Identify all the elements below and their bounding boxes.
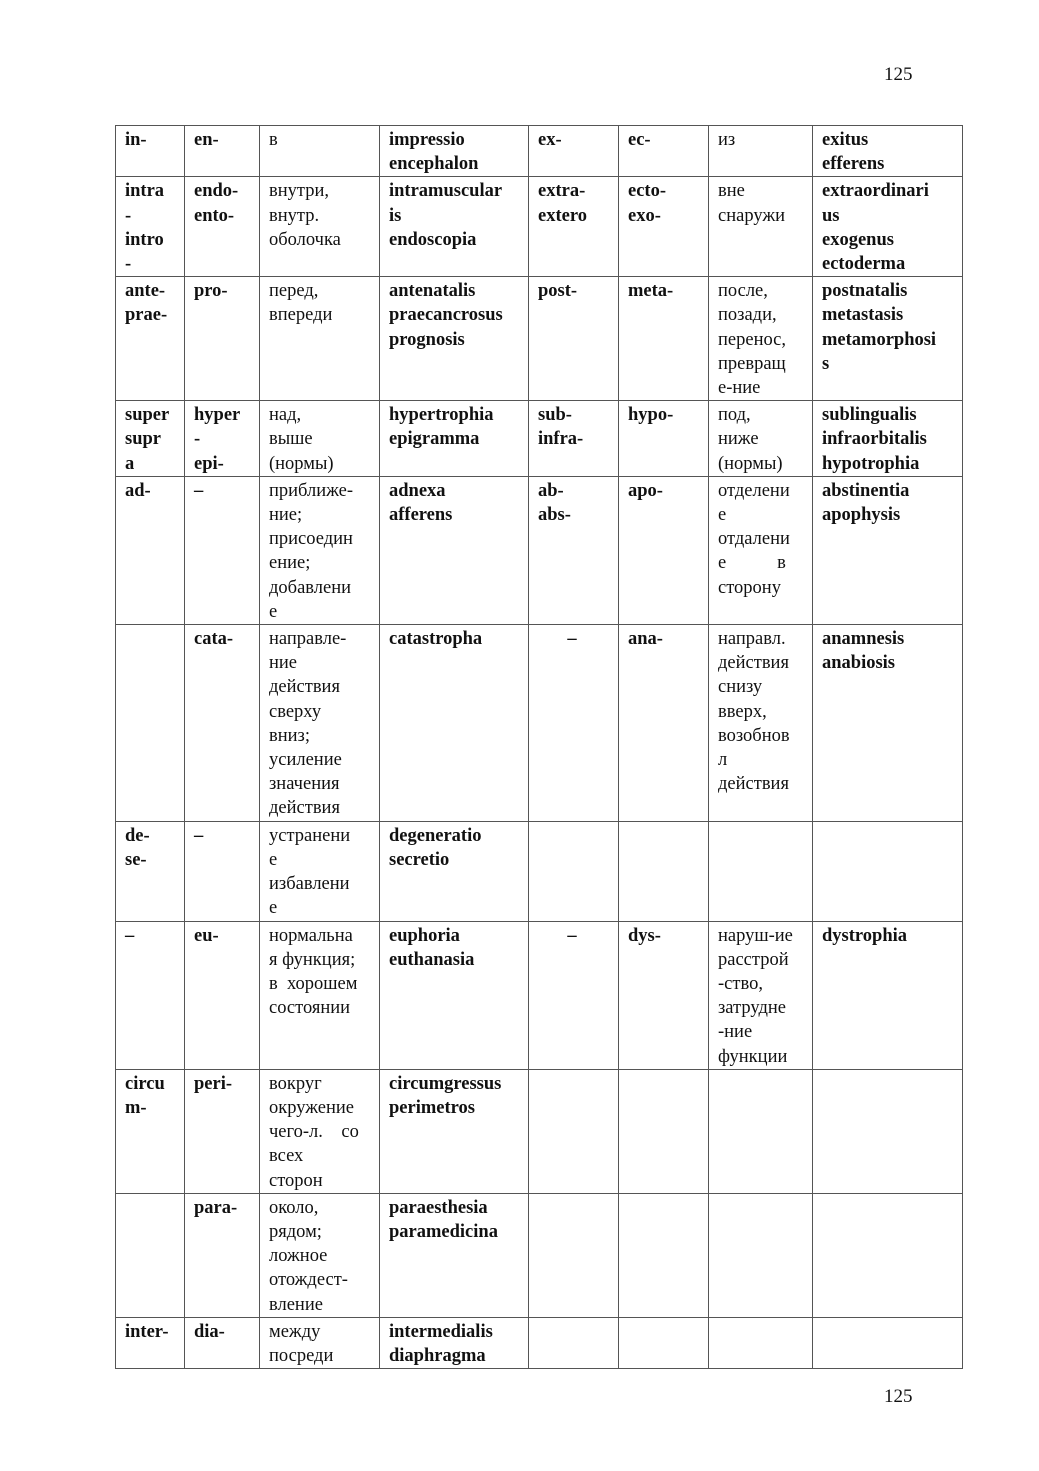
cell-line: ento-: [194, 205, 235, 226]
example-cell: [380, 401, 529, 477]
cell-line: внутр.: [269, 205, 320, 226]
cell-line: meta-: [628, 281, 674, 302]
cell-line: ние: [269, 653, 298, 674]
cell-line: euphoria: [389, 925, 460, 946]
cell-line: перенос,: [718, 329, 787, 350]
meaning-cell: [260, 1069, 380, 1193]
latin-prefix-cell: [116, 476, 185, 624]
cell-line: s: [822, 353, 830, 374]
cell-line: extraordinari: [822, 181, 929, 202]
cell-line: действия: [718, 653, 789, 674]
latin-prefix-cell: [116, 821, 185, 921]
latin-opposite-prefix-cell: [529, 821, 619, 921]
cell-line: ниже: [718, 429, 759, 450]
cell-line: afferens: [389, 505, 453, 526]
cell-line: вниз;: [269, 725, 310, 746]
cell-line: -: [194, 429, 201, 450]
table-row: [116, 1317, 963, 1368]
cell-line: е: [269, 849, 278, 870]
example-cell: [380, 277, 529, 401]
meaning-cell: [260, 277, 380, 401]
cell-line: abstinentia: [822, 480, 910, 501]
cell-line: позади,: [718, 305, 777, 326]
greek-opposite-prefix-cell: [619, 476, 709, 624]
opposite-example-cell: [813, 177, 963, 277]
cell-line: in-: [125, 130, 147, 150]
cell-line: de-: [125, 825, 150, 846]
opposite-example-cell: [813, 277, 963, 401]
latin-prefix-cell: [116, 177, 185, 277]
cell-line: dia-: [194, 1321, 225, 1342]
cell-line: состоянии: [269, 998, 351, 1019]
cell-line: действия: [269, 677, 340, 698]
cell-line: ex-: [538, 130, 562, 150]
cell-line: направл.: [718, 629, 786, 650]
opposite-example-cell: [813, 401, 963, 477]
cell-line: -ство,: [718, 973, 763, 994]
example-cell: [380, 1069, 529, 1193]
opposite-example-cell: [813, 821, 963, 921]
latin-prefix-cell: [116, 401, 185, 477]
page-number-bottom: 125: [884, 1386, 913, 1407]
cell-line: hyper: [194, 405, 241, 426]
example-cell: [380, 126, 529, 177]
table-row: [116, 921, 963, 1069]
cell-line: около,: [269, 1197, 319, 1218]
cell-line: в хорошем: [269, 973, 358, 994]
meaning-cell: [260, 921, 380, 1069]
cell-line: diaphragma: [389, 1345, 486, 1366]
table-row: [116, 401, 963, 477]
cell-line: снизу: [718, 677, 763, 698]
opposite-example-cell: [813, 1069, 963, 1193]
greek-prefix-cell: [185, 401, 260, 477]
cell-line: post-: [538, 281, 578, 302]
table-row: [116, 177, 963, 277]
cell-line: отделени: [718, 480, 790, 501]
cell-line: добавлени: [269, 577, 352, 598]
cell-line: затрудне: [718, 998, 786, 1019]
cell-line: anamnesis: [822, 629, 905, 650]
cell-line: metamorphosi: [822, 329, 937, 350]
cell-line: ana-: [628, 629, 663, 650]
cell-line: над,: [269, 405, 302, 426]
cell-line: super: [125, 405, 170, 426]
greek-prefix-cell: [185, 921, 260, 1069]
cell-line: endoscopia: [389, 229, 477, 250]
cell-line: е-ние: [718, 378, 761, 399]
cell-line: extra-: [538, 181, 586, 202]
greek-opposite-prefix-cell: [619, 277, 709, 401]
opposite-meaning-cell: [709, 1069, 813, 1193]
cell-line: degeneratio: [389, 825, 482, 846]
cell-line: ecto-: [628, 181, 666, 202]
cell-line: exogenus: [822, 229, 894, 250]
cell-line: us: [822, 205, 840, 226]
cell-line: действия: [718, 774, 789, 795]
cell-line: impressio: [389, 130, 465, 150]
cell-line: наруш-ие: [718, 925, 793, 946]
cell-line: infra-: [538, 429, 584, 450]
greek-opposite-prefix-cell: [619, 921, 709, 1069]
opposite-meaning-cell: [709, 177, 813, 277]
cell-line: –: [567, 629, 577, 650]
greek-prefix-cell: [185, 177, 260, 277]
cell-line: efferens: [822, 154, 885, 175]
cell-line: apo-: [628, 480, 663, 501]
cell-line: catastropha: [389, 629, 483, 650]
latin-opposite-prefix-cell: [529, 476, 619, 624]
cell-line: extero: [538, 205, 587, 226]
cell-line: значения: [269, 774, 340, 795]
opposite-example-cell: [813, 921, 963, 1069]
opposite-meaning-cell: [709, 277, 813, 401]
meaning-cell: [260, 821, 380, 921]
meaning-cell: [260, 1193, 380, 1317]
cell-line: -ние: [718, 1022, 753, 1043]
cell-line: впереди: [269, 305, 333, 326]
cell-line: ec-: [628, 130, 651, 150]
cell-line: сверху: [269, 701, 322, 722]
meaning-cell: [260, 177, 380, 277]
cell-line: присоедин: [269, 529, 353, 550]
cell-line: ante-: [125, 281, 166, 302]
cell-line: postnatalis: [822, 281, 908, 302]
cell-line: отдалени: [718, 529, 790, 550]
cell-line: epigramma: [389, 429, 480, 450]
cell-line: я функция;: [269, 949, 356, 970]
cell-line: hypotrophia: [822, 453, 920, 474]
opposite-meaning-cell: [709, 821, 813, 921]
opposite-meaning-cell: [709, 126, 813, 177]
cell-line: вверх,: [718, 701, 767, 722]
cell-line: –: [567, 925, 577, 946]
cell-line: encephalon: [389, 154, 479, 175]
latin-opposite-prefix-cell: [529, 126, 619, 177]
latin-opposite-prefix-cell: [529, 401, 619, 477]
cell-line: сторону: [718, 577, 781, 598]
cell-line: adnexa: [389, 480, 446, 501]
greek-prefix-cell: [185, 1193, 260, 1317]
cell-line: pro-: [194, 281, 228, 302]
cell-line: para-: [194, 1197, 238, 1218]
cell-line: m-: [125, 1097, 147, 1118]
greek-opposite-prefix-cell: [619, 401, 709, 477]
meaning-cell: [260, 625, 380, 822]
cell-line: л: [718, 750, 728, 771]
latin-opposite-prefix-cell: [529, 277, 619, 401]
greek-prefix-cell: [185, 476, 260, 624]
cell-line: ad-: [125, 480, 151, 501]
example-cell: [380, 1317, 529, 1368]
table-row: [116, 821, 963, 921]
cell-line: a: [125, 453, 135, 474]
latin-opposite-prefix-cell: [529, 921, 619, 1069]
cell-line: exitus: [822, 130, 869, 150]
example-cell: [380, 1193, 529, 1317]
latin-prefix-cell: [116, 1069, 185, 1193]
cell-line: en-: [194, 130, 219, 150]
latin-opposite-prefix-cell: [529, 177, 619, 277]
cell-line: infraorbitalis: [822, 429, 927, 450]
greek-opposite-prefix-cell: [619, 1193, 709, 1317]
latin-prefix-cell: [116, 277, 185, 401]
cell-line: prognosis: [389, 329, 465, 350]
cell-line: metastasis: [822, 305, 904, 326]
cell-line: между: [269, 1321, 321, 1342]
cell-line: приближе-: [269, 480, 354, 501]
cell-line: apophysis: [822, 505, 901, 526]
cell-line: peri-: [194, 1073, 233, 1094]
cell-line: (нормы): [718, 453, 783, 474]
cell-line: превращ: [718, 353, 786, 374]
cell-line: endo-: [194, 181, 239, 202]
cell-line: eu-: [194, 925, 219, 946]
cell-line: отождест-: [269, 1270, 348, 1291]
greek-opposite-prefix-cell: [619, 821, 709, 921]
greek-prefix-cell: [185, 625, 260, 822]
latin-opposite-prefix-cell: [529, 1069, 619, 1193]
latin-opposite-prefix-cell: [529, 625, 619, 822]
cell-line: dystrophia: [822, 925, 907, 946]
greek-opposite-prefix-cell: [619, 126, 709, 177]
cell-line: intra: [125, 181, 165, 202]
cell-line: внутри,: [269, 181, 329, 202]
opposite-meaning-cell: [709, 1193, 813, 1317]
cell-line: окружение: [269, 1097, 355, 1118]
cell-line: снаружи: [718, 205, 786, 226]
opposite-meaning-cell: [709, 401, 813, 477]
cell-line: оболочка: [269, 229, 341, 250]
cell-line: sublingualis: [822, 405, 917, 426]
cell-line: se-: [125, 849, 147, 870]
cell-line: рядом;: [269, 1221, 322, 1242]
cell-line: выше: [269, 429, 313, 450]
opposite-example-cell: [813, 1193, 963, 1317]
prefix-table: [115, 125, 963, 1369]
latin-opposite-prefix-cell: [529, 1317, 619, 1368]
greek-opposite-prefix-cell: [619, 1069, 709, 1193]
opposite-meaning-cell: [709, 625, 813, 822]
latin-prefix-cell: [116, 625, 185, 822]
cell-line: paraesthesia: [389, 1197, 488, 1218]
cell-line: сторон: [269, 1170, 323, 1191]
cell-line: hypo-: [628, 405, 674, 426]
cell-line: intermedialis: [389, 1321, 493, 1342]
cell-line: epi-: [194, 453, 224, 474]
meaning-cell: [260, 401, 380, 477]
table-row: [116, 1193, 963, 1317]
opposite-example-cell: [813, 1317, 963, 1368]
greek-prefix-cell: [185, 1317, 260, 1368]
meaning-cell: [260, 476, 380, 624]
greek-opposite-prefix-cell: [619, 1317, 709, 1368]
cell-line: secretio: [389, 849, 450, 870]
opposite-meaning-cell: [709, 1317, 813, 1368]
cell-line: из: [718, 130, 736, 150]
cell-line: -: [125, 205, 132, 226]
greek-prefix-cell: [185, 126, 260, 177]
cell-line: dys-: [628, 925, 661, 946]
cell-line: вокруг: [269, 1073, 322, 1094]
cell-line: exo-: [628, 205, 661, 226]
cell-line: anabiosis: [822, 653, 896, 674]
cell-line: intro: [125, 229, 164, 250]
opposite-meaning-cell: [709, 476, 813, 624]
latin-prefix-cell: [116, 921, 185, 1069]
cell-line: после,: [718, 281, 768, 302]
greek-opposite-prefix-cell: [619, 177, 709, 277]
page-number-top: 125: [884, 64, 913, 85]
cell-line: euthanasia: [389, 949, 475, 970]
cell-line: ab-: [538, 480, 564, 501]
cell-line: нормальна: [269, 925, 353, 946]
meaning-cell: [260, 126, 380, 177]
cell-line: antenatalis: [389, 281, 476, 302]
cell-line: функции: [718, 1046, 788, 1067]
cell-line: возобнов: [718, 725, 790, 746]
latin-prefix-cell: [116, 126, 185, 177]
cell-line: perimetros: [389, 1097, 475, 1118]
cell-line: circu: [125, 1073, 165, 1094]
cell-line: перед,: [269, 281, 319, 302]
greek-prefix-cell: [185, 821, 260, 921]
cell-line: под,: [718, 405, 751, 426]
cell-line: -: [125, 254, 132, 275]
latin-opposite-prefix-cell: [529, 1193, 619, 1317]
opposite-example-cell: [813, 126, 963, 177]
opposite-example-cell: [813, 625, 963, 822]
cell-line: расстрой: [718, 949, 789, 970]
cell-line: е: [269, 898, 278, 919]
table-row: [116, 476, 963, 624]
cell-line: circumgressus: [389, 1073, 502, 1094]
cell-line: вне: [718, 181, 745, 202]
cell-line: направле-: [269, 629, 347, 650]
cell-line: –: [125, 925, 135, 946]
cell-line: –: [194, 825, 204, 846]
meaning-cell: [260, 1317, 380, 1368]
latin-prefix-cell: [116, 1317, 185, 1368]
cell-line: praecancrosus: [389, 305, 503, 326]
cell-line: prae-: [125, 305, 168, 326]
cell-line: ение;: [269, 553, 311, 574]
example-cell: [380, 476, 529, 624]
cell-line: abs-: [538, 505, 571, 526]
greek-prefix-cell: [185, 277, 260, 401]
cell-line: всех: [269, 1146, 304, 1167]
cell-line: cata-: [194, 629, 234, 650]
cell-line: е: [269, 601, 278, 622]
opposite-example-cell: [813, 476, 963, 624]
cell-line: is: [389, 205, 402, 226]
cell-line: ние;: [269, 505, 303, 526]
cell-line: усиление: [269, 750, 342, 771]
cell-line: в: [269, 130, 278, 150]
cell-line: вление: [269, 1294, 323, 1315]
opposite-meaning-cell: [709, 921, 813, 1069]
table-row: [116, 126, 963, 177]
cell-line: (нормы): [269, 453, 334, 474]
cell-line: ложное: [269, 1246, 328, 1267]
example-cell: [380, 177, 529, 277]
cell-line: inter-: [125, 1321, 169, 1342]
cell-line: действия: [269, 798, 340, 819]
table-row: [116, 277, 963, 401]
table-body: [116, 126, 963, 1369]
cell-line: supr: [125, 429, 161, 450]
cell-line: чего-л. со: [269, 1122, 359, 1143]
table-row: [116, 1069, 963, 1193]
greek-prefix-cell: [185, 1069, 260, 1193]
cell-line: sub-: [538, 405, 572, 426]
latin-prefix-cell: [116, 1193, 185, 1317]
cell-line: устранени: [269, 825, 351, 846]
example-cell: [380, 921, 529, 1069]
greek-opposite-prefix-cell: [619, 625, 709, 822]
cell-line: посреди: [269, 1345, 334, 1366]
cell-line: е в: [718, 553, 786, 574]
table-row: [116, 625, 963, 822]
cell-line: е: [718, 505, 727, 526]
example-cell: [380, 625, 529, 822]
cell-line: ectoderma: [822, 254, 906, 275]
cell-line: hypertrophia: [389, 405, 494, 426]
example-cell: [380, 821, 529, 921]
cell-line: –: [194, 480, 204, 501]
cell-line: intramuscular: [389, 181, 503, 202]
cell-line: избавлени: [269, 874, 350, 895]
cell-line: paramedicina: [389, 1221, 498, 1242]
